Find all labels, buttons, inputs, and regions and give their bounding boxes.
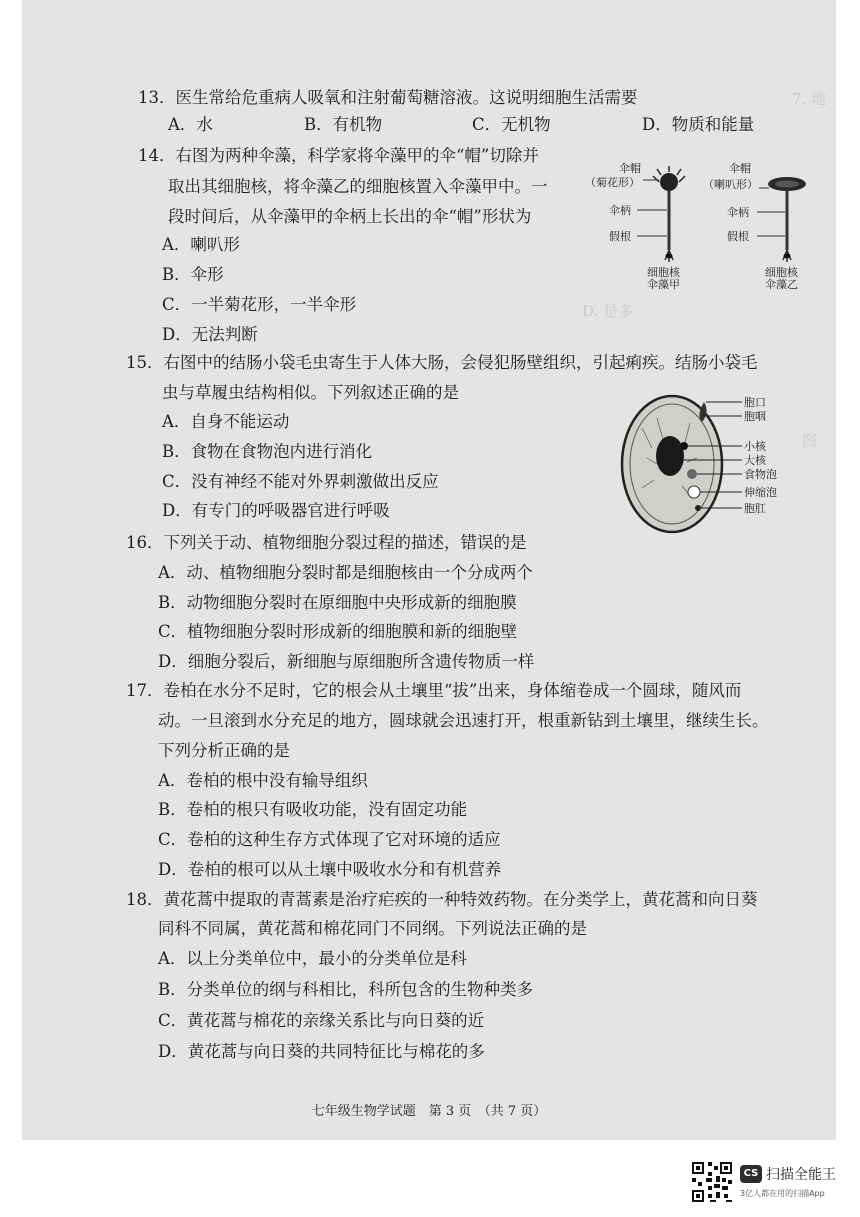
scanner-tagline: 3亿人都在用的扫描App [740, 1189, 825, 1198]
question-15-option-d: D．有专门的呼吸器官进行呼吸 [162, 501, 390, 520]
question-14-stem-line1: 14．右图为两种伞藻，科学家将伞藻甲的伞“帽”切除并 [138, 146, 539, 165]
question-14-option-b: B．伞形 [162, 265, 224, 284]
bleed-through-text: D. 是多 [582, 302, 634, 320]
alga-a-root-label: 假根 [609, 230, 631, 243]
question-18-stem-line2: 同科不同属，黄花蒿和棉花同门不同纲。下列说法正确的是 [158, 919, 587, 938]
question-16-stem: 16．下列关于动、植物细胞分裂过程的描述，错误的是 [126, 533, 527, 552]
alga-b-stalk-label: 伞柄 [727, 206, 749, 219]
bleed-through-text: 图 [802, 432, 818, 450]
question-15-stem-line2: 虫与草履虫结构相似。下列叙述正确的是 [162, 383, 459, 402]
question-16-option-c: C．植物细胞分裂时形成新的细胞膜和新的细胞壁 [158, 622, 518, 641]
label-cytopyge: 胞肛 [744, 502, 766, 515]
micronucleus [680, 442, 688, 450]
alga-b-cap-icon [768, 177, 806, 191]
alga-a-nucleus-label: 细胞核 [647, 266, 680, 279]
label-cytostome: 胞口 [744, 396, 766, 409]
alga-a-cap-label: 伞帽 [619, 162, 641, 175]
label-cytopharynx: 胞咽 [744, 410, 766, 423]
label-food-vacuole: 食物泡 [744, 468, 777, 481]
question-14-option-c: C．一半菊花形，一半伞形 [162, 295, 357, 314]
qr-code-icon [690, 1160, 734, 1204]
food-vacuole [687, 469, 697, 479]
page-footer: 七年级生物学试题 第 3 页 （共 7 页） [311, 1104, 547, 1119]
alga-a-stalk-label: 伞柄 [609, 204, 631, 217]
question-13-stem: 13．医生常给危重病人吸氧和注射葡萄糖溶液。这说明细胞生活需要 [138, 88, 638, 107]
question-17-option-a: A．卷柏的根中没有输导组织 [158, 771, 368, 790]
label-contractile-vacuole: 伸缩泡 [744, 486, 777, 499]
cytopyge [695, 505, 701, 511]
alga-b-name-label: 伞藻乙 [765, 278, 798, 290]
balantidium-figure [612, 388, 792, 538]
question-18-option-c: C．黄花蒿与棉花的亲缘关系比与向日葵的近 [158, 1011, 485, 1030]
question-13-option-d: D．物质和能量 [642, 115, 755, 134]
question-16-option-b: B．动物细胞分裂时在原细胞中央形成新的细胞膜 [158, 593, 517, 612]
question-15-option-a: A．自身不能运动 [162, 412, 290, 431]
alga-a-cap-type-label: （菊花形） [585, 176, 640, 189]
question-15-option-b: B．食物在食物泡内进行消化 [162, 442, 373, 461]
question-18-option-d: D．黄花蒿与向日葵的共同特征比与棉花的多 [158, 1042, 485, 1061]
question-18-option-b: B．分类单位的纲与科相比，科所包含的生物种类多 [158, 980, 534, 999]
question-14-stem-line3: 段时间后，从伞藻甲的伞柄上长出的伞“帽”形状为 [168, 207, 532, 226]
question-13-option-b: B．有机物 [304, 115, 383, 134]
alga-b-cap-label: 伞帽 [729, 162, 751, 175]
question-17-option-b: B．卷柏的根只有吸收功能，没有固定功能 [158, 800, 468, 819]
question-17-option-d: D．卷柏的根可以从土壤中吸收水分和有机营养 [158, 860, 502, 879]
question-14-option-a: A．喇叭形 [162, 235, 240, 254]
scanner-watermark [690, 1160, 850, 1206]
question-13-option-a: A．水 [168, 115, 213, 134]
question-15-option-c: C．没有神经不能对外界刺激做出反应 [162, 472, 439, 491]
scanner-app-name: 扫描全能王 [766, 1167, 836, 1183]
label-micronucleus: 小核 [744, 440, 766, 453]
question-18-stem-line1: 18．黄花蒿中提取的青蒿素是治疗疟疾的一种特效药物。在分类学上，黄花蒿和向日葵 [126, 890, 758, 909]
question-17-option-c: C．卷柏的这种生存方式体现了它对环境的适应 [158, 830, 501, 849]
question-15-stem-line1: 15．右图中的结肠小袋毛虫寄生于人体大肠，会侵犯肠壁组织，引起痢疾。结肠小袋毛 [126, 353, 758, 372]
label-macronucleus: 大核 [744, 454, 766, 467]
macronucleus [656, 436, 684, 476]
question-14-option-d: D．无法判断 [162, 325, 258, 344]
bleed-through-text: 7. 地 [792, 90, 827, 108]
contractile-vacuole [688, 486, 700, 498]
alga-a-name-label: 伞藻甲 [647, 278, 680, 290]
question-17-stem-line1: 17．卷柏在水分不足时，它的根会从土壤里“拔”出来，身体缩卷成一个圆球，随风而 [126, 681, 742, 700]
question-16-option-a: A．动、植物细胞分裂时都是细胞核由一个分成两个 [158, 563, 533, 582]
alga-b-nucleus [784, 254, 791, 259]
alga-b-cap-type-label: （喇叭形） [703, 178, 758, 191]
alga-a-nucleus [666, 254, 673, 259]
alga-b-nucleus-label: 细胞核 [765, 266, 798, 279]
alga-b-root-label: 假根 [727, 230, 749, 243]
scanned-page [22, 0, 836, 1140]
question-17-stem-line3: 下列分析正确的是 [158, 741, 290, 760]
question-14-stem-line2: 取出其细胞核，将伞藻乙的细胞核置入伞藻甲中。一 [168, 177, 548, 196]
question-16-option-d: D．细胞分裂后，新细胞与原细胞所含遗传物质一样 [158, 652, 535, 671]
question-17-stem-line2: 动。一旦滚到水分充足的地方，圆球就会迅速打开，根重新钻到土壤里，继续生长。 [158, 711, 769, 730]
alga-a-cap-icon [653, 166, 685, 191]
question-18-option-a: A．以上分类单位中，最小的分类单位是科 [158, 949, 467, 968]
question-13-option-c: C．无机物 [472, 115, 551, 134]
scanner-logo-icon: CS [740, 1165, 762, 1183]
acetabularia-figure [567, 150, 827, 290]
